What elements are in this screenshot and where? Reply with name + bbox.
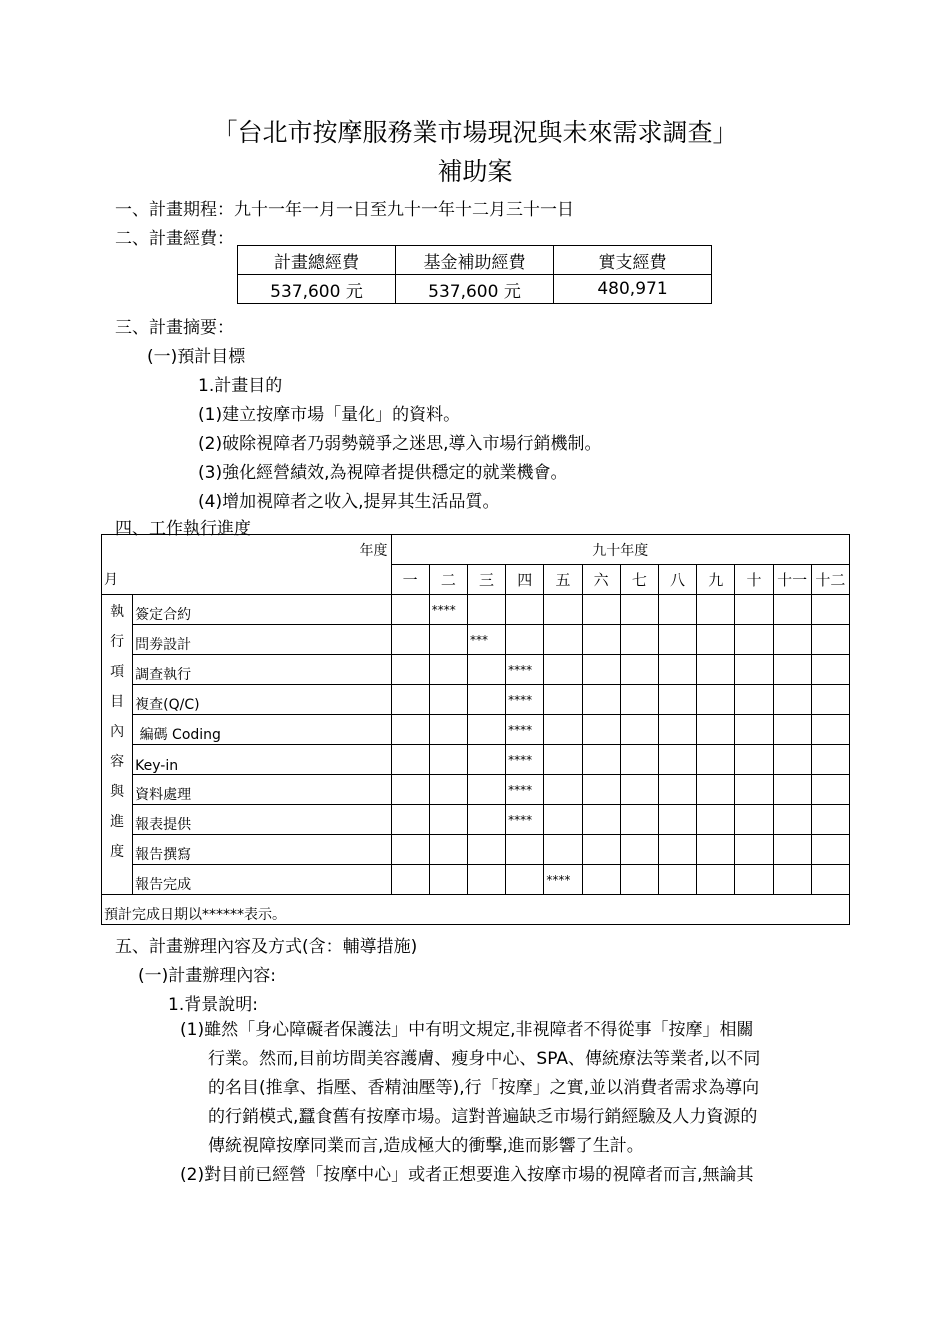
summary-point: (2)破除視障者乃弱勢競爭之迷思,導入市場行銷機制。: [198, 434, 602, 454]
month-header: 十: [735, 565, 773, 595]
task-month-cell: [506, 865, 544, 895]
task-month-cell: [391, 655, 429, 685]
task-month-cell: [582, 835, 620, 865]
task-month-cell: ****: [506, 715, 544, 745]
task-name: Key-in: [133, 745, 391, 775]
month-header: 三: [467, 565, 505, 595]
task-month-cell: [544, 595, 582, 625]
section-method-heading: 五、計畫辦理內容及方式(含：輔導措施): [115, 937, 418, 957]
task-month-cell: [620, 655, 658, 685]
schedule-month-row: [102, 565, 850, 595]
task-month-cell: [697, 745, 735, 775]
task-month-cell: [582, 715, 620, 745]
task-month-cell: ***: [467, 625, 505, 655]
month-label: 月: [102, 565, 392, 595]
task-month-cell: [735, 595, 773, 625]
task-month-cell: [506, 835, 544, 865]
budget-header-row: [238, 246, 712, 275]
task-name: 調查執行: [133, 655, 391, 685]
month-header: 二: [429, 565, 467, 595]
month-header: 五: [544, 565, 582, 595]
task-month-cell: [811, 865, 849, 895]
budget-header-fund: 基金補助經費: [396, 246, 554, 275]
task-month-cell: [773, 655, 811, 685]
task-month-cell: [773, 625, 811, 655]
background-paragraph-1-line: 行業。然而,目前坊間美容護膚、瘦身中心、SPA、傳統療法等業者,以不同: [208, 1049, 761, 1069]
task-month-cell: [735, 655, 773, 685]
task-month-cell: [391, 595, 429, 625]
task-month-cell: [735, 805, 773, 835]
task-category-char: 執: [110, 604, 125, 620]
task-month-cell: [467, 685, 505, 715]
task-month-cell: [658, 865, 696, 895]
month-header: 一: [391, 565, 429, 595]
task-month-cell: [391, 625, 429, 655]
section-period: 一、計畫期程：九十一年一月一日至九十一年十二月三十一日: [115, 200, 574, 220]
task-month-cell: ****: [544, 865, 582, 895]
schedule-task-row: [102, 685, 850, 715]
task-month-cell: [429, 775, 467, 805]
schedule-task-row: [102, 775, 850, 805]
document-subtitle: 補助案: [437, 157, 513, 186]
task-month-cell: [582, 745, 620, 775]
month-header: 七: [620, 565, 658, 595]
section-summary-heading: 三、計畫摘要：: [115, 318, 234, 338]
task-category-char: 內: [110, 724, 125, 740]
task-month-cell: [658, 685, 696, 715]
task-month-cell: [697, 835, 735, 865]
task-month-cell: [773, 865, 811, 895]
schedule-task-row: [102, 745, 850, 775]
task-month-cell: [620, 745, 658, 775]
task-category-char: 容: [110, 754, 125, 770]
month-header: 九: [697, 565, 735, 595]
task-month-cell: [697, 715, 735, 745]
summary-sub-heading: (一)預計目標: [147, 347, 246, 367]
background-paragraph-1-line: 的名目(推拿、指壓、香精油壓等),行「按摩」之實,並以消費者需求為導向: [208, 1078, 760, 1098]
task-month-cell: [582, 775, 620, 805]
task-month-cell: [620, 775, 658, 805]
task-month-cell: [506, 595, 544, 625]
schedule-task-row: [102, 625, 850, 655]
year-label: 年度: [102, 535, 392, 565]
background-paragraph-1-line: 的行銷模式,蠶食舊有按摩市場。這對普遍缺乏市場行銷經驗及人力資源的: [208, 1107, 758, 1127]
task-month-cell: [506, 625, 544, 655]
task-month-cell: [658, 715, 696, 745]
task-month-cell: [658, 625, 696, 655]
task-month-cell: [467, 805, 505, 835]
background-paragraph-1-line: 傳統視障按摩同業而言,造成極大的衝擊,進而影響了生計。: [208, 1136, 644, 1156]
budget-value-fund: 537,600 元: [396, 275, 554, 304]
task-category-char: 與: [110, 784, 125, 800]
task-month-cell: [467, 835, 505, 865]
task-month-cell: [773, 745, 811, 775]
task-month-cell: [811, 745, 849, 775]
task-month-cell: [391, 745, 429, 775]
task-month-cell: [467, 745, 505, 775]
task-month-cell: [811, 625, 849, 655]
task-month-cell: [658, 775, 696, 805]
task-month-cell: [697, 595, 735, 625]
schedule-year-row: [102, 535, 850, 565]
task-month-cell: [429, 865, 467, 895]
schedule-footnote: 預計完成日期以******表示。: [102, 895, 850, 925]
task-month-cell: [391, 775, 429, 805]
month-header: 八: [658, 565, 696, 595]
task-month-cell: [391, 835, 429, 865]
summary-point: (1)建立按摩市場「量化」的資料。: [198, 405, 461, 425]
task-month-cell: [544, 835, 582, 865]
task-month-cell: [620, 625, 658, 655]
task-month-cell: [697, 865, 735, 895]
task-month-cell: ****: [506, 805, 544, 835]
budget-table: [237, 245, 712, 304]
task-month-cell: ****: [506, 655, 544, 685]
task-month-cell: [544, 715, 582, 745]
task-category-char: 行: [110, 634, 125, 650]
budget-value-row: [238, 275, 712, 304]
task-name: 資料處理: [133, 775, 391, 805]
task-month-cell: [391, 805, 429, 835]
schedule-task-row: [102, 835, 850, 865]
task-month-cell: [582, 865, 620, 895]
task-month-cell: [467, 595, 505, 625]
task-month-cell: [735, 775, 773, 805]
task-month-cell: [773, 835, 811, 865]
task-month-cell: [735, 625, 773, 655]
task-category-char: 進: [110, 814, 125, 830]
task-month-cell: [697, 625, 735, 655]
task-month-cell: [697, 805, 735, 835]
schedule-task-row: [102, 865, 850, 895]
task-month-cell: [811, 715, 849, 745]
task-month-cell: [773, 685, 811, 715]
task-month-cell: [544, 685, 582, 715]
budget-header-total: 計畫總經費: [238, 246, 396, 275]
task-month-cell: [773, 595, 811, 625]
task-month-cell: [697, 685, 735, 715]
schedule-footnote-row: [102, 895, 850, 925]
task-month-cell: [811, 835, 849, 865]
task-month-cell: [467, 775, 505, 805]
task-month-cell: [773, 805, 811, 835]
task-name: 報告撰寫: [133, 835, 391, 865]
task-month-cell: [620, 685, 658, 715]
background-paragraph-2-line: (2)對目前已經營「按摩中心」或者正想要進入按摩市場的視障者而言,無論其: [180, 1165, 754, 1185]
task-category-char: 項: [110, 664, 125, 680]
budget-value-total: 537,600 元: [238, 275, 396, 304]
task-month-cell: [658, 745, 696, 775]
task-month-cell: [429, 835, 467, 865]
budget-value-actual: 480,971: [554, 275, 712, 304]
task-month-cell: [658, 655, 696, 685]
task-month-cell: [811, 655, 849, 685]
task-month-cell: [582, 685, 620, 715]
task-category-label: [102, 595, 133, 895]
task-month-cell: [811, 595, 849, 625]
task-month-cell: [544, 775, 582, 805]
task-month-cell: [467, 655, 505, 685]
section-budget-heading: 二、計畫經費：: [115, 229, 234, 249]
task-month-cell: [429, 685, 467, 715]
task-month-cell: [620, 595, 658, 625]
background-paragraph-1-line: (1)雖然「身心障礙者保護法」中有明文規定,非視障者不得從事「按摩」相關: [180, 1020, 754, 1040]
task-month-cell: [544, 655, 582, 685]
task-month-cell: [735, 745, 773, 775]
task-month-cell: [620, 805, 658, 835]
task-month-cell: [697, 655, 735, 685]
task-month-cell: [429, 805, 467, 835]
task-name: 編碼 Coding: [133, 715, 391, 745]
task-month-cell: ****: [429, 595, 467, 625]
task-month-cell: ****: [506, 745, 544, 775]
task-month-cell: [735, 685, 773, 715]
schedule-task-row: [102, 595, 850, 625]
task-name: 報表提供: [133, 805, 391, 835]
task-month-cell: [811, 685, 849, 715]
task-category-char: 度: [110, 844, 125, 860]
schedule-task-row: [102, 655, 850, 685]
method-item-heading: 1.背景說明:: [168, 995, 258, 1015]
task-month-cell: [735, 715, 773, 745]
task-month-cell: [735, 835, 773, 865]
task-month-cell: [773, 775, 811, 805]
task-month-cell: [467, 715, 505, 745]
task-month-cell: [582, 805, 620, 835]
year-value: 九十年度: [391, 535, 849, 565]
task-month-cell: ****: [506, 775, 544, 805]
method-sub-heading: (一)計畫辦理內容:: [138, 966, 276, 986]
section-schedule-heading: 四、工作執行進度: [115, 519, 251, 539]
task-month-cell: [620, 715, 658, 745]
task-month-cell: [658, 805, 696, 835]
task-month-cell: [811, 805, 849, 835]
summary-point: (4)增加視障者之收入,提昇其生活品質。: [198, 492, 500, 512]
task-name: 簽定合約: [133, 595, 391, 625]
document-title: 「台北市按摩服務業市場現況與未來需求調查」: [212, 118, 738, 147]
schedule-task-row: [102, 715, 850, 745]
task-month-cell: [620, 865, 658, 895]
task-month-cell: [697, 775, 735, 805]
task-month-cell: ****: [506, 685, 544, 715]
month-header: 四: [506, 565, 544, 595]
task-month-cell: [582, 625, 620, 655]
task-month-cell: [429, 745, 467, 775]
task-category-char: 目: [110, 694, 125, 710]
task-month-cell: [735, 865, 773, 895]
task-month-cell: [544, 745, 582, 775]
month-header: 十一: [773, 565, 811, 595]
task-month-cell: [544, 625, 582, 655]
task-month-cell: [620, 835, 658, 865]
budget-header-actual: 實支經費: [554, 246, 712, 275]
schedule-task-row: [102, 805, 850, 835]
task-month-cell: [429, 655, 467, 685]
summary-item-heading: 1.計畫目的: [198, 376, 283, 396]
task-month-cell: [391, 715, 429, 745]
task-name: 問劵設計: [133, 625, 391, 655]
task-name: 報告完成: [133, 865, 391, 895]
task-month-cell: [467, 865, 505, 895]
month-header: 六: [582, 565, 620, 595]
task-name: 複查(Q/C): [133, 685, 391, 715]
schedule-table: [101, 534, 850, 925]
task-month-cell: [582, 655, 620, 685]
task-month-cell: [582, 595, 620, 625]
task-month-cell: [773, 715, 811, 745]
task-month-cell: [544, 805, 582, 835]
task-month-cell: [391, 865, 429, 895]
task-month-cell: [429, 715, 467, 745]
task-month-cell: [429, 625, 467, 655]
task-month-cell: [391, 685, 429, 715]
summary-point: (3)強化經營績效,為視障者提供穩定的就業機會。: [198, 463, 568, 483]
task-month-cell: [811, 775, 849, 805]
month-header: 十二: [811, 565, 849, 595]
task-month-cell: [658, 835, 696, 865]
task-month-cell: [658, 595, 696, 625]
